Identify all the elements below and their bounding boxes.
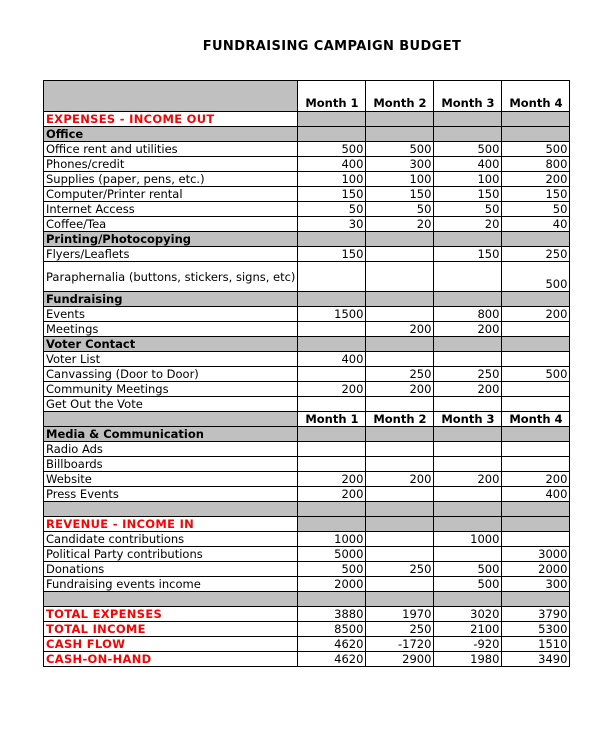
- cell-value: 300: [366, 157, 434, 172]
- table-row: [44, 577, 570, 592]
- total-row: [44, 652, 570, 667]
- table-row: [44, 442, 570, 457]
- row-label: Donations: [44, 562, 298, 577]
- cell-value: 250: [502, 247, 570, 262]
- cell-value: 4620: [298, 652, 366, 667]
- page-title: FUNDRAISING CAMPAIGN BUDGET: [202, 39, 462, 54]
- month-2-header: Month 2: [366, 412, 434, 427]
- total-label: CASH-ON-HAND: [44, 652, 298, 667]
- row-label: Meetings: [44, 322, 298, 337]
- cell-value: 250: [366, 367, 434, 382]
- cell-value: [366, 532, 434, 547]
- cell-value: 3000: [502, 547, 570, 562]
- cell-value: 150: [298, 187, 366, 202]
- cell-value: 400: [298, 157, 366, 172]
- cell-value: [366, 262, 434, 292]
- cell-value: 150: [434, 187, 502, 202]
- cell-value: [502, 382, 570, 397]
- section-row-office: [44, 127, 570, 142]
- row-label: Voter List: [44, 352, 298, 367]
- cell-value: -1720: [366, 637, 434, 652]
- table-row: [44, 247, 570, 262]
- cell-value: 500: [298, 562, 366, 577]
- section-row-fundraising: [44, 292, 570, 307]
- cell-value: -920: [434, 637, 502, 652]
- table-row: [44, 217, 570, 232]
- cell-value: 2900: [366, 652, 434, 667]
- cell-value: [298, 322, 366, 337]
- cell-value: 150: [502, 187, 570, 202]
- table-row: [44, 532, 570, 547]
- total-row: [44, 637, 570, 652]
- row-label: Flyers/Leaflets: [44, 247, 298, 262]
- cell-value: [298, 442, 366, 457]
- cell-value: 200: [434, 472, 502, 487]
- month-3-header: Month 3: [434, 412, 502, 427]
- cell-value: 5300: [502, 622, 570, 637]
- cell-value: [298, 367, 366, 382]
- expenses-header-row: [44, 112, 570, 127]
- row-label: Website: [44, 472, 298, 487]
- cell-value: [298, 457, 366, 472]
- cell-value: 20: [366, 217, 434, 232]
- cell-value: [502, 442, 570, 457]
- table-row: [44, 352, 570, 367]
- row-label: Get Out the Vote: [44, 397, 298, 412]
- cell-value: 200: [298, 472, 366, 487]
- cell-value: 1980: [434, 652, 502, 667]
- cell-value: [434, 547, 502, 562]
- cell-value: [434, 397, 502, 412]
- section-label: Voter Contact: [44, 337, 298, 352]
- row-label: Computer/Printer rental: [44, 187, 298, 202]
- table-row: [44, 457, 570, 472]
- cell-value: 30: [298, 217, 366, 232]
- cell-value: 250: [366, 562, 434, 577]
- cell-value: 500: [298, 142, 366, 157]
- cell-value: 5000: [298, 547, 366, 562]
- cell-value: [502, 457, 570, 472]
- table-row: [44, 157, 570, 172]
- cell-value: 200: [502, 172, 570, 187]
- row-label: Canvassing (Door to Door): [44, 367, 298, 382]
- table-row: [44, 397, 570, 412]
- cell-value: 500: [502, 142, 570, 157]
- row-label: Events: [44, 307, 298, 322]
- spacer-row: [44, 592, 570, 607]
- cell-value: 500: [502, 262, 570, 292]
- table-row: [44, 307, 570, 322]
- cell-value: 100: [298, 172, 366, 187]
- month-4-header: Month 4: [502, 412, 570, 427]
- cell-value: [366, 487, 434, 502]
- cell-value: 3880: [298, 607, 366, 622]
- section-row-voter-contact: [44, 337, 570, 352]
- table-row: [44, 172, 570, 187]
- row-label: Press Events: [44, 487, 298, 502]
- cell-value: 150: [298, 247, 366, 262]
- section-row-media: [44, 427, 570, 442]
- cell-value: 8500: [298, 622, 366, 637]
- cell-value: 3490: [502, 652, 570, 667]
- cell-value: 800: [502, 157, 570, 172]
- month-1-header: Month 1: [298, 412, 366, 427]
- row-label: Radio Ads: [44, 442, 298, 457]
- table-row: [44, 382, 570, 397]
- row-label: Internet Access: [44, 202, 298, 217]
- cell-value: [434, 487, 502, 502]
- cell-value: [434, 352, 502, 367]
- table-row: [44, 562, 570, 577]
- cell-value: 400: [298, 352, 366, 367]
- cell-value: 1000: [434, 532, 502, 547]
- cell-value: 1500: [298, 307, 366, 322]
- cell-value: 200: [502, 472, 570, 487]
- cell-value: [298, 262, 366, 292]
- cell-value: 4620: [298, 637, 366, 652]
- cell-value: 2000: [502, 562, 570, 577]
- cell-value: [366, 577, 434, 592]
- month-4-header: Month 4: [502, 81, 570, 112]
- revenue-header: REVENUE - INCOME IN: [44, 517, 298, 532]
- total-row: [44, 607, 570, 622]
- total-label: TOTAL INCOME: [44, 622, 298, 637]
- cell-value: 500: [366, 142, 434, 157]
- cell-value: 50: [434, 202, 502, 217]
- section-row-printing: [44, 232, 570, 247]
- month-3-header: Month 3: [434, 81, 502, 112]
- cell-value: 400: [502, 487, 570, 502]
- cell-value: [434, 457, 502, 472]
- cell-value: 200: [298, 487, 366, 502]
- section-label: Fundraising: [44, 292, 298, 307]
- cell-value: [502, 352, 570, 367]
- cell-value: 200: [366, 382, 434, 397]
- revenue-header-row: [44, 517, 570, 532]
- cell-value: [502, 322, 570, 337]
- cell-value: [434, 442, 502, 457]
- row-label: Billboards: [44, 457, 298, 472]
- cell-value: 200: [434, 382, 502, 397]
- cell-value: 50: [298, 202, 366, 217]
- cell-value: [502, 397, 570, 412]
- cell-value: 50: [502, 202, 570, 217]
- month-header-row: [44, 81, 570, 112]
- row-label: Coffee/Tea: [44, 217, 298, 232]
- table-row: [44, 262, 570, 292]
- cell-value: [366, 247, 434, 262]
- table-row: [44, 142, 570, 157]
- total-label: CASH FLOW: [44, 637, 298, 652]
- row-label: Office rent and utilities: [44, 142, 298, 157]
- row-label: Phones/credit: [44, 157, 298, 172]
- cell-value: [366, 442, 434, 457]
- cell-value: [366, 352, 434, 367]
- cell-value: [366, 457, 434, 472]
- cell-value: 150: [366, 187, 434, 202]
- cell-value: 200: [502, 307, 570, 322]
- cell-value: 250: [434, 367, 502, 382]
- total-label: TOTAL EXPENSES: [44, 607, 298, 622]
- cell-value: 400: [434, 157, 502, 172]
- cell-value: [366, 397, 434, 412]
- cell-value: 100: [366, 172, 434, 187]
- table-row: [44, 472, 570, 487]
- cell-value: [502, 532, 570, 547]
- month-1-header: Month 1: [298, 81, 366, 112]
- cell-value: 500: [434, 142, 502, 157]
- cell-value: 100: [434, 172, 502, 187]
- month-header-row-repeat: [44, 412, 570, 427]
- row-label: Paraphernalia (buttons, stickers, signs, etc): [44, 262, 298, 292]
- cell-value: 20: [434, 217, 502, 232]
- table-row: [44, 487, 570, 502]
- cell-value: 500: [434, 577, 502, 592]
- section-label: Printing/Photocopying: [44, 232, 298, 247]
- cell-value: 800: [434, 307, 502, 322]
- cell-value: 500: [434, 562, 502, 577]
- cell-value: 200: [366, 322, 434, 337]
- table-row: [44, 367, 570, 382]
- cell-value: 3790: [502, 607, 570, 622]
- cell-value: [298, 397, 366, 412]
- total-row: [44, 622, 570, 637]
- cell-value: 300: [502, 577, 570, 592]
- cell-value: 200: [434, 322, 502, 337]
- expenses-header: EXPENSES - INCOME OUT: [44, 112, 298, 127]
- budget-table: [43, 80, 570, 667]
- row-label: Community Meetings: [44, 382, 298, 397]
- cell-value: 2000: [298, 577, 366, 592]
- row-label: Fundraising events income: [44, 577, 298, 592]
- table-row: [44, 187, 570, 202]
- cell-value: 150: [434, 247, 502, 262]
- row-label: Candidate contributions: [44, 532, 298, 547]
- cell-value: 1970: [366, 607, 434, 622]
- table-row: [44, 547, 570, 562]
- row-label: Supplies (paper, pens, etc.): [44, 172, 298, 187]
- section-label: Office: [44, 127, 298, 142]
- section-label: Media & Communication: [44, 427, 298, 442]
- cell-value: 50: [366, 202, 434, 217]
- cell-value: [366, 547, 434, 562]
- row-label: Political Party contributions: [44, 547, 298, 562]
- table-row: [44, 202, 570, 217]
- cell-value: 3020: [434, 607, 502, 622]
- cell-value: 200: [366, 472, 434, 487]
- cell-value: 200: [298, 382, 366, 397]
- table-row: [44, 322, 570, 337]
- cell-value: 1000: [298, 532, 366, 547]
- cell-value: 40: [502, 217, 570, 232]
- header-blank-cell: [44, 81, 298, 112]
- spacer-row: [44, 502, 570, 517]
- cell-value: 500: [502, 367, 570, 382]
- month-2-header: Month 2: [366, 81, 434, 112]
- cell-value: 2100: [434, 622, 502, 637]
- cell-value: 1510: [502, 637, 570, 652]
- cell-value: [434, 262, 502, 292]
- cell-value: [366, 307, 434, 322]
- cell-value: 250: [366, 622, 434, 637]
